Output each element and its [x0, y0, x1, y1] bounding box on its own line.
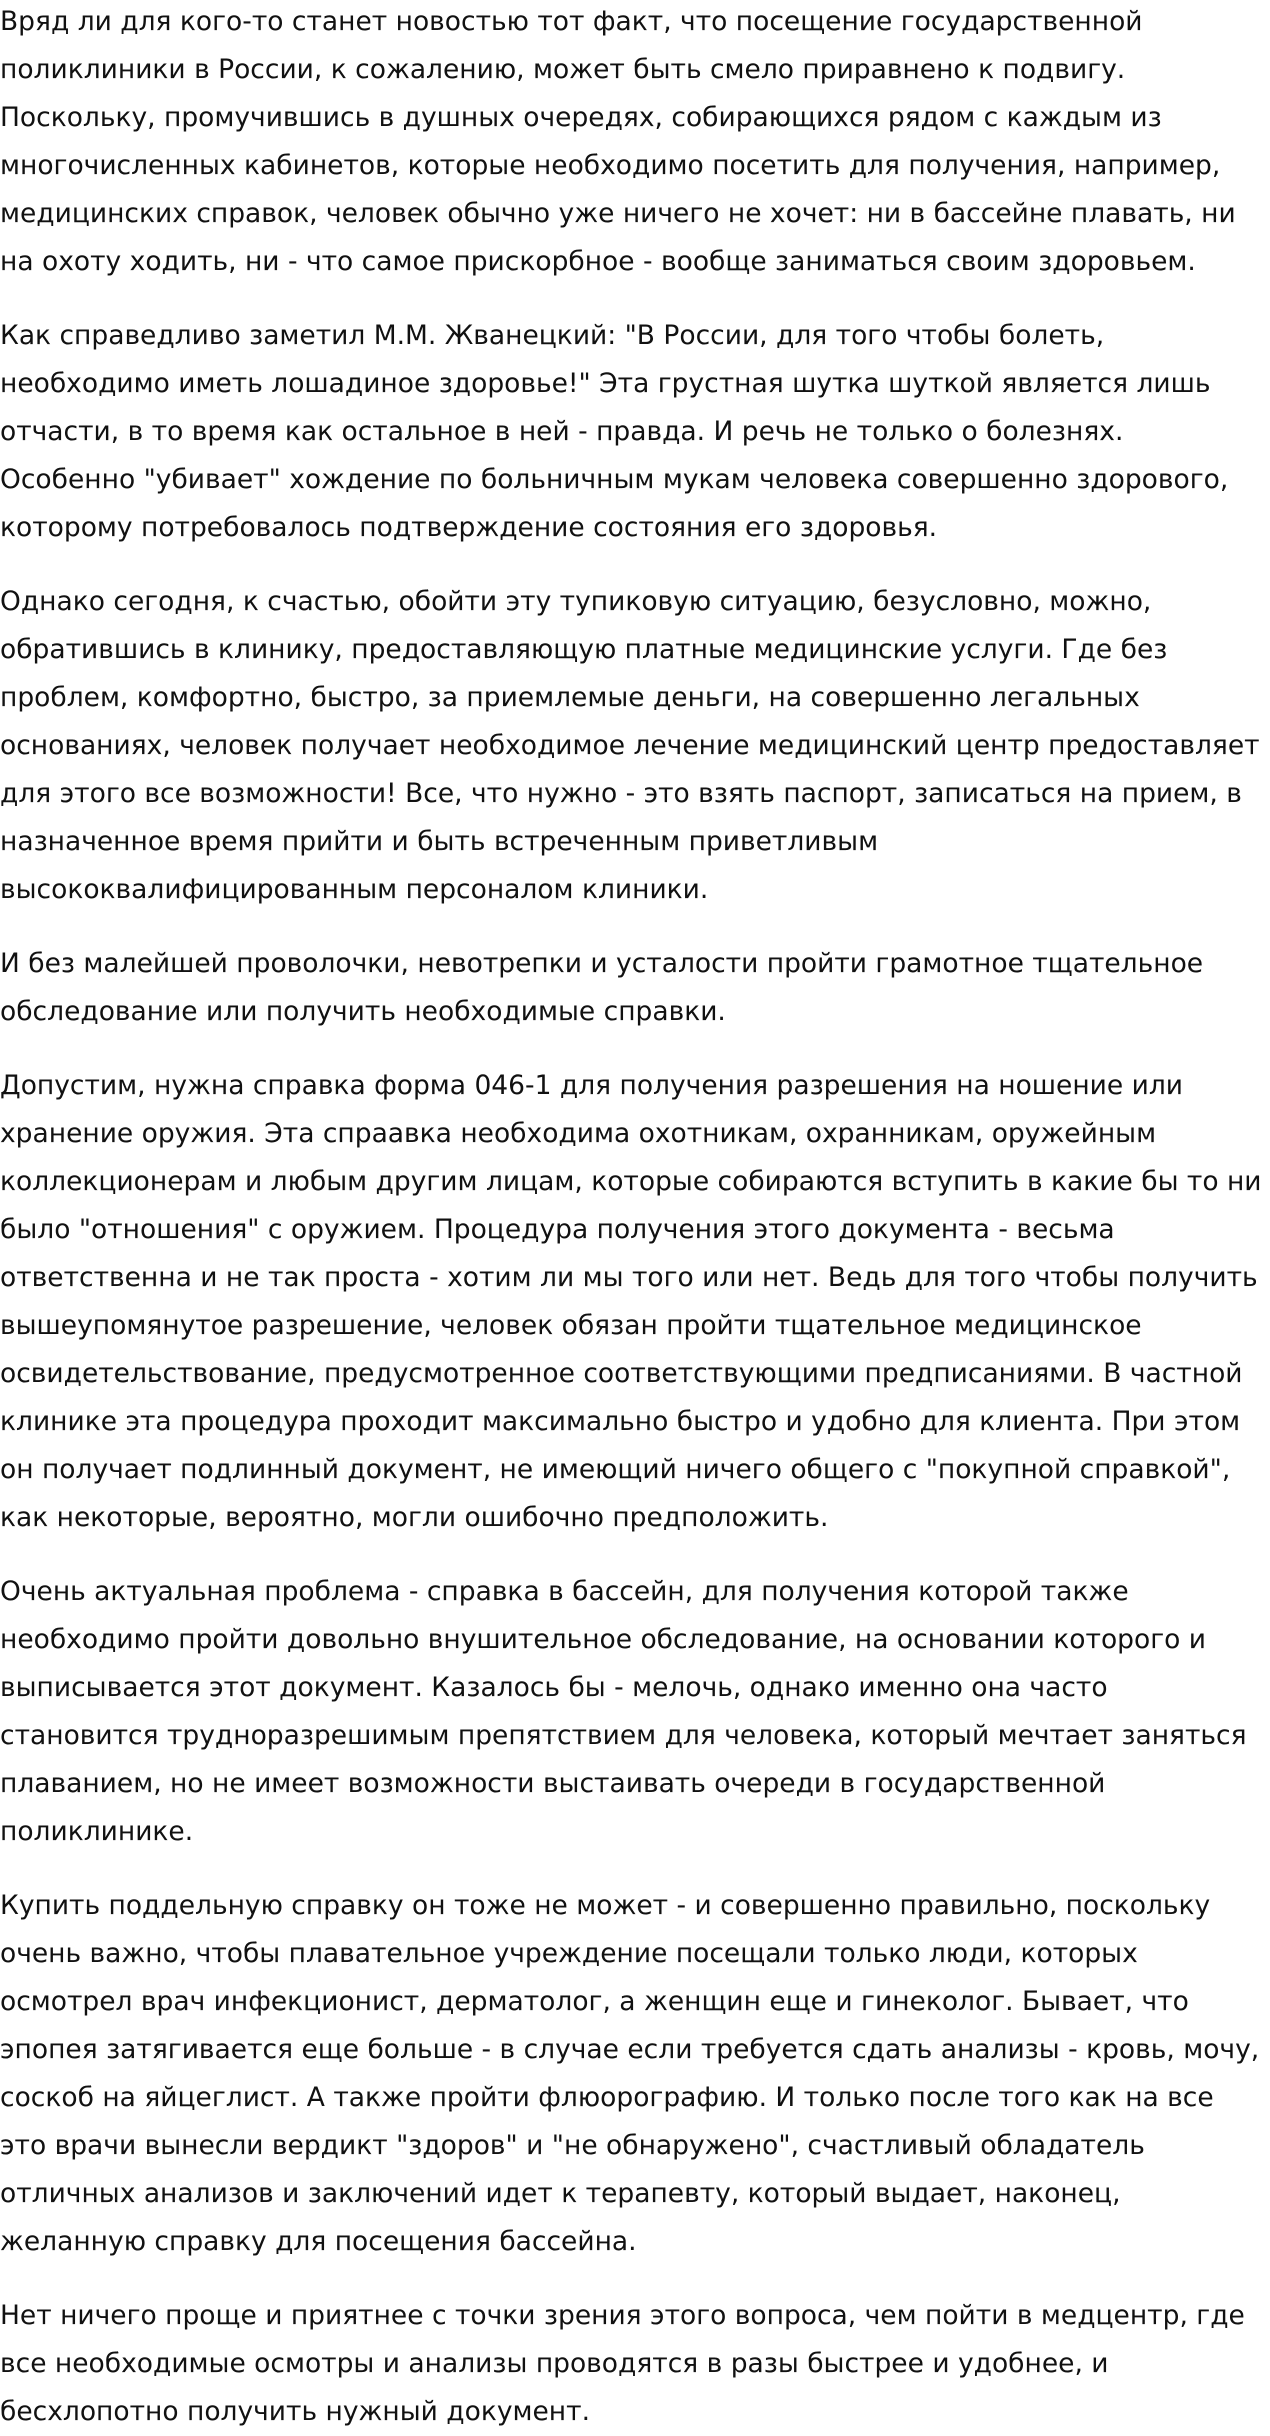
article-paragraph: Купить поддельную справку он тоже не может - и совершенно правильно, поскольку очень важно, чтобы плавательное учреждение посещали только люди, которых осмотрел врач инфекционист, дерматолог, а женщин еще и гинеколог. Бывает, что эпопея затягивается еще больше - в случае если требуется сдать анализы - кровь, мочу, соскоб на яйцеглист. А также пройти флюорографию. И только после того как на все это врачи вынесли вердикт "здоров" и "не обнаружено", счастливый обладатель отличных анализов и заключений идет к терапевту, который выдает, наконец, желанную справку для посещения бассейна. [0, 1890, 1260, 2257]
article-paragraph: Допустим, нужна справка форма 046-1 для получения разрешения на ношение или хранение оружия. Эта спраавка необходима охотникам, охранникам, оружейным коллекционерам и любым другим лицам, которые собираются вступить в какие бы то ни было "отношения" с оружием. Процедура получения этого документа - весьма ответственна и не так проста - хотим ли мы того или нет. Ведь для того чтобы получить вышеупомянутое разрешение, человек обязан пройти тщательное медицинское освидетельствование, предусмотренное соответствующими предписаниями. В частной клинике эта процедура проходит максимально быстро и удобно для клиента. При этом он получает подлинный документ, не имеющий ничего общего с "покупной справкой", как некоторые, вероятно, могли ошибочно предположить. [0, 1070, 1262, 1533]
article-paragraph: Однако сегодня, к счастью, обойти эту тупиковую ситуацию, безусловно, можно, обратившись в клинику, предоставляющую платные медицинские услуги. Где без проблем, комфортно, быстро, за приемлемые деньги, на совершенно легальных основаниях, человек получает необходимое лечение медицинский центр предоставляет для этого все возможности! Все, что нужно - это взять паспорт, записаться на прием, в назначенное время прийти и быть встреченным приветливым высококвалифицированным персоналом клиники. [0, 586, 1260, 905]
article-paragraph: Вряд ли для кого-то станет новостью тот факт, что посещение государственной поликлиники в России, к сожалению, может быть смело приравнено к подвигу. Поскольку, промучившись в душных очередях, собирающихся рядом с каждым из многочисленных кабинетов, которые необходимо посетить для получения, например, медицинских справок, человек обычно уже ничего не хочет: ни в бассейне плавать, ни на охоту ходить, ни - что самое прискорбное - вообще заниматься своим здоровьем. [0, 6, 1236, 277]
article-paragraph: Очень актуальная проблема - справка в бассейн, для получения которой также необходимо пройти довольно внушительное обследование, на основании которого и выписывается этот документ. Казалось бы - мелочь, однако именно она часто становится трудноразрешимым препятствием для человека, который мечтает заняться плаванием, но не имеет возможности выстаивать очереди в государственной поликлинике. [0, 1576, 1247, 1847]
article-paragraph: Как справедливо заметил М.М. Жванецкий: "В России, для того чтобы болеть, необходимо иметь лошадиное здоровье!" Эта грустная шутка шуткой является лишь отчасти, в то время как остальное в ней - правда. И речь не только о болезнях. Особенно "убивает" хождение по больничным мукам человека совершенно здорового, которому потребовалось подтверждение состояния его здоровья. [0, 320, 1229, 543]
article-paragraph: Нет ничего проще и приятнее с точки зрения этого вопроса, чем пойти в медцентр, где все необходимые осмотры и анализы проводятся в разы быстрее и удобнее, и бесхлопотно получить нужный документ. [0, 2300, 1245, 2427]
article-paragraph: И без малейшей проволочки, невотрепки и усталости пройти грамотное тщательное обследование или получить необходимые справки. [0, 948, 1204, 1027]
